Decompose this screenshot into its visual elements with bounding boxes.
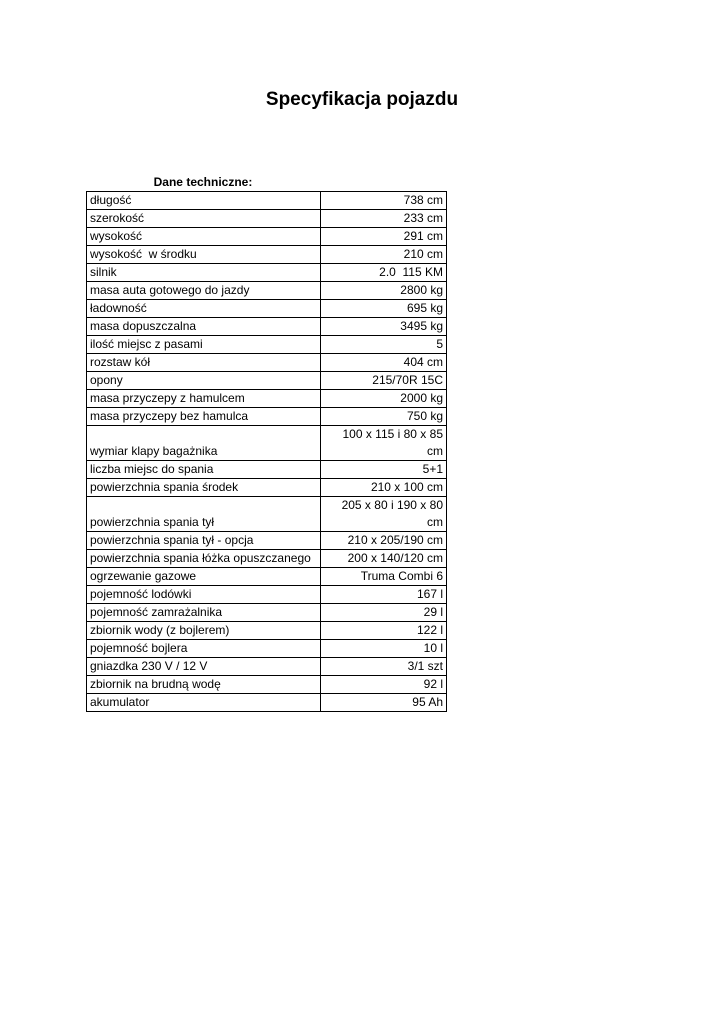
table-row — [87, 246, 447, 264]
table-row — [87, 676, 447, 694]
spec-value: 404 cm — [321, 354, 447, 372]
table-row — [87, 568, 447, 586]
table-row — [87, 372, 447, 390]
spec-name: długość — [87, 192, 321, 210]
spec-value: 2.0 115 KM — [321, 264, 447, 282]
table-row — [87, 210, 447, 228]
spec-value: 3/1 szt — [321, 658, 447, 676]
spec-name: ogrzewanie gazowe — [87, 568, 321, 586]
spec-value: 167 l — [321, 586, 447, 604]
table-row — [87, 228, 447, 246]
table-row — [87, 390, 447, 408]
table-row — [87, 586, 447, 604]
spec-name: pojemność zamrażalnika — [87, 604, 321, 622]
table-row — [87, 497, 447, 532]
spec-value: 210 x 205/190 cm — [321, 532, 447, 550]
spec-name: silnik — [87, 264, 321, 282]
spec-name: wysokość w środku — [87, 246, 321, 264]
table-row — [87, 622, 447, 640]
table-row — [87, 300, 447, 318]
spec-name: powierzchnia spania tył - opcja — [87, 532, 321, 550]
spec-value: 92 l — [321, 676, 447, 694]
spec-name: akumulator — [87, 694, 321, 712]
spec-value: 210 x 100 cm — [321, 479, 447, 497]
table-row — [87, 282, 447, 300]
table-row — [87, 192, 447, 210]
spec-value: 2800 kg — [321, 282, 447, 300]
spec-name: zbiornik wody (z bojlerem) — [87, 622, 321, 640]
spec-name: zbiornik na brudną wodę — [87, 676, 321, 694]
spec-name: rozstaw kół — [87, 354, 321, 372]
spec-value: 5+1 — [321, 461, 447, 479]
spec-value: 95 Ah — [321, 694, 447, 712]
table-row — [87, 336, 447, 354]
spec-name: pojemność lodówki — [87, 586, 321, 604]
spec-name: powierzchnia spania środek — [87, 479, 321, 497]
spec-name: szerokość — [87, 210, 321, 228]
spec-value: Truma Combi 6 — [321, 568, 447, 586]
table-row — [87, 604, 447, 622]
spec-name: pojemność bojlera — [87, 640, 321, 658]
table-row — [87, 658, 447, 676]
spec-value: 2000 kg — [321, 390, 447, 408]
table-row — [87, 479, 447, 497]
table-row — [87, 408, 447, 426]
spec-name: opony — [87, 372, 321, 390]
table-row — [87, 318, 447, 336]
spec-value: 750 kg — [321, 408, 447, 426]
spec-name: wymiar klapy bagażnika — [87, 426, 321, 461]
spec-name: masa auta gotowego do jazdy — [87, 282, 321, 300]
section-label: Dane techniczne: — [153, 175, 253, 189]
spec-name: wysokość — [87, 228, 321, 246]
spec-value: 233 cm — [321, 210, 447, 228]
spec-name: ilość miejsc z pasami — [87, 336, 321, 354]
spec-value: 122 l — [321, 622, 447, 640]
spec-name: powierzchnia spania łóżka opuszczanego — [87, 550, 321, 568]
spec-name: gniazdka 230 V / 12 V — [87, 658, 321, 676]
spec-value: 10 l — [321, 640, 447, 658]
spec-value: 215/70R 15C — [321, 372, 447, 390]
spec-name: liczba miejsc do spania — [87, 461, 321, 479]
spec-value: 210 cm — [321, 246, 447, 264]
spec-value: 738 cm — [321, 192, 447, 210]
page-title: Specyfikacja pojazdu — [265, 89, 459, 110]
spec-name: masa przyczepy bez hamulca — [87, 408, 321, 426]
spec-name: powierzchnia spania tył — [87, 497, 321, 532]
table-row — [87, 461, 447, 479]
spec-value: 3495 kg — [321, 318, 447, 336]
spec-value: 205 x 80 i 190 x 80 cm — [321, 497, 447, 532]
table-row — [87, 694, 447, 712]
table-row — [87, 640, 447, 658]
table-row — [87, 426, 447, 461]
table-row — [87, 354, 447, 372]
spec-value: 291 cm — [321, 228, 447, 246]
spec-value: 695 kg — [321, 300, 447, 318]
table-row — [87, 264, 447, 282]
spec-value: 100 x 115 i 80 x 85 cm — [321, 426, 447, 461]
spec-table — [86, 191, 447, 712]
table-row — [87, 550, 447, 568]
spec-name: ładowność — [87, 300, 321, 318]
spec-name: masa przyczepy z hamulcem — [87, 390, 321, 408]
table-row — [87, 532, 447, 550]
spec-value: 5 — [321, 336, 447, 354]
spec-value: 200 x 140/120 cm — [321, 550, 447, 568]
spec-value: 29 l — [321, 604, 447, 622]
spec-name: masa dopuszczalna — [87, 318, 321, 336]
